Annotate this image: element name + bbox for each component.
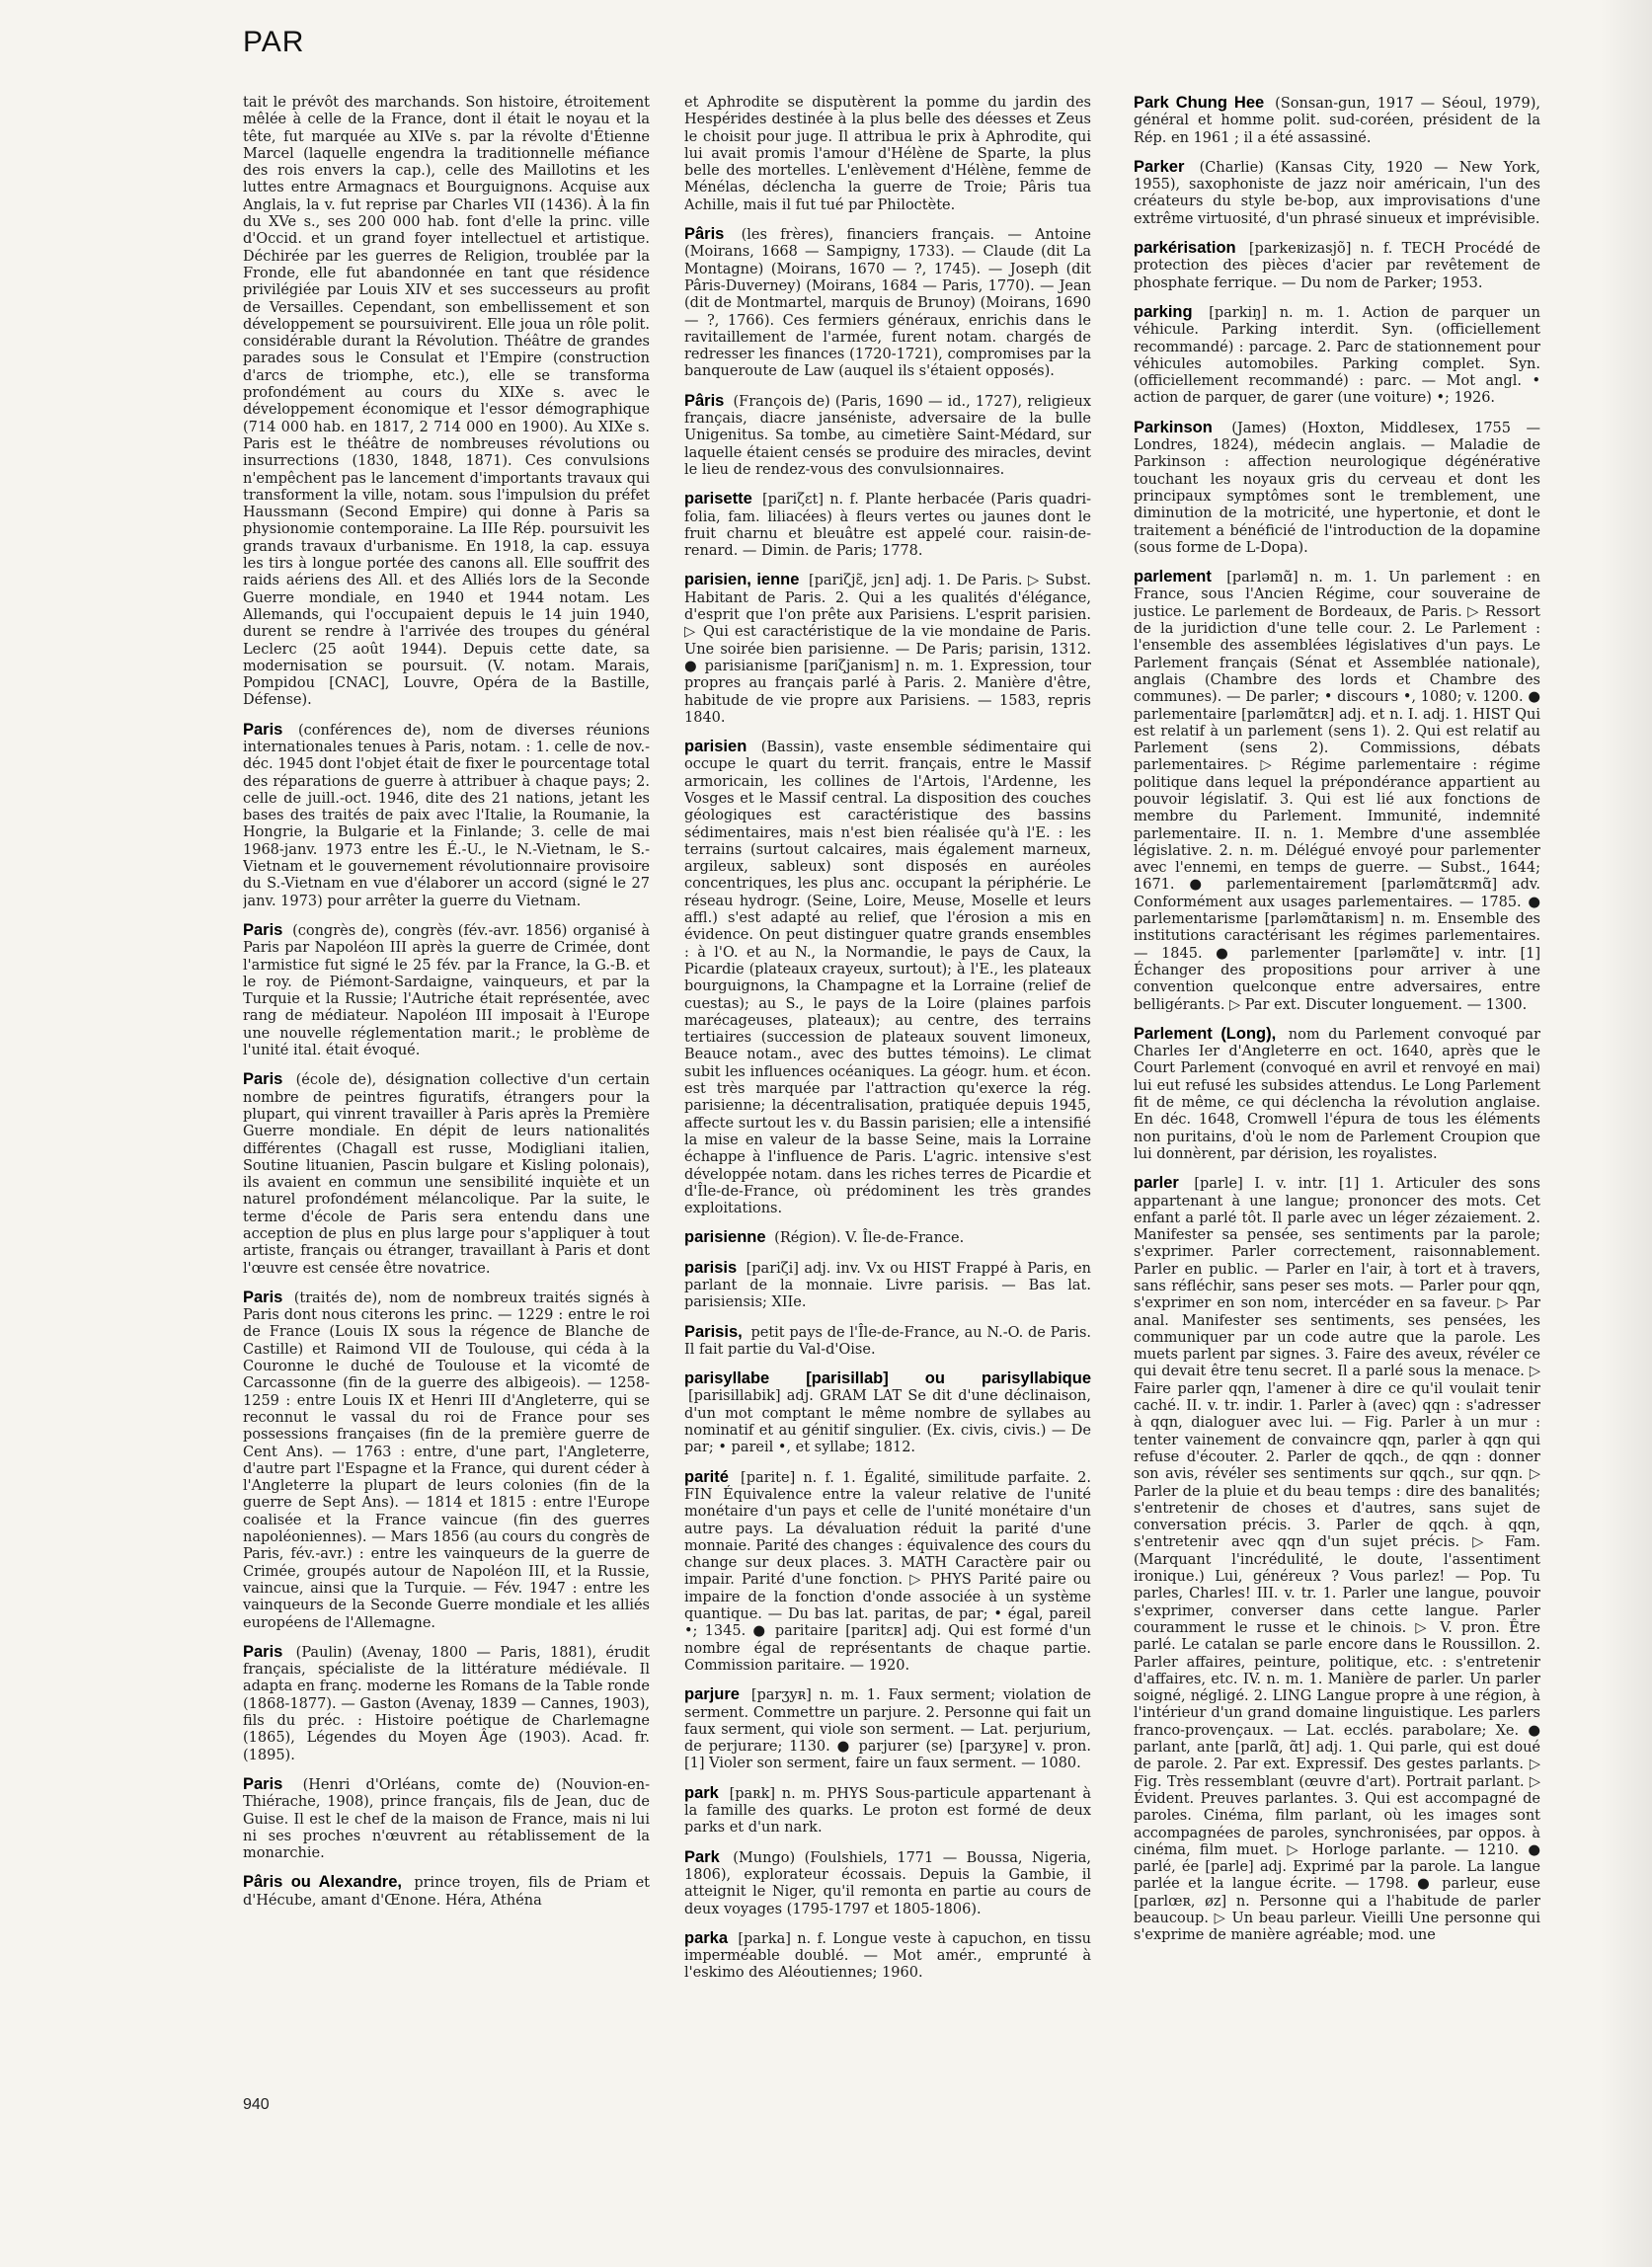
entry-body: (Paulin) (Avenay, 1800 — Paris, 1881), érudit français, spécialiste de la littérature médiévale. Il adapta en franç. moderne les Romans de la Table ronde (1868-1877). — Gaston (Avenay, 1839 — Cannes, 1903), fils du préc. : Histoire poétique de Charlemagne (1865), Légendes du Moyen Âge (1903). Acad. fr. (1895). — [243, 1644, 650, 1763]
dictionary-entry — [1134, 1175, 1540, 1944]
entry-body: (James) (Hoxton, Middlesex, 1755 — Londres, 1824), médecin anglais. — Maladie de Parkinson : affection neurologique dégénérative touchant les noyaux gris du cerveau et dont les principaux symptômes sont le tremblement, une diminution de la motricité, une hypertonie, et dont le traitement a bénéficié de l'introduction de la dopamine (sous forme de L-Dopa). — [1134, 420, 1540, 556]
entry-body: [parisillabik] adj. GRAM LAT Se dit d'une déclinaison, d'un mot comptant le même nombre de syllabes au nominatif et au génitif singulier. (Ex. civis, civis.) — De par; • pareil •, et syllabe; 1812. — [684, 1388, 1091, 1456]
entry-body: tait le prévôt des marchands. Son histoire, étroitement mêlée à celle de la France, dont il était le noyau et la tête, fut marquée au XIVe s. par la révolte d'Étienne Marcel (laquelle engendra la traditionnelle méfiance des rois envers la cap.), celle des Maillotins et les luttes entre Armagnacs et Bourguignons. Acquise aux Anglais, la v. fut reprise par Charles VII (1436). À la fin du XVe s., ses 200 000 hab. font d'elle la princ. ville d'Occid. et un grand foyer intellectuel et artistique. Déchirée par les guerres de Religion, troublée par la Fronde, elle fut abandonnée en tant que résidence privilégiée par Louis XIV et ses successeurs au profit de Versailles. Cependant, son embellissement et son développement se poursuivirent. Elle joua un rôle polit. considérable durant la Révolution. Théâtre de grandes parades sous le Consulat et l'Empire (construction d'arcs de triomphe, etc.), elle se transforma profondément au cours du XIXe s. avec le développement économique et l'essor démographique (714 000 hab. en 1817, 2 714 000 en 1900). Au XIXe s. Paris est le théâtre de nombreuses révolutions ou insurrections (1830, 1848, 1871). Ces convulsions n'empêchent pas le lancement d'importants travaux qui transforment la ville, notam. sous l'impulsion du préfet Haussmann (Second Empire) qui donne à Paris sa physionomie contemporaine. La IIIe Rép. poursuivit les grands travaux d'urbanisme. En 1918, la cap. essuya les tirs à longue portée des canons all. Elle souffrit des raids aériens des All. et des Alliés lors de la Seconde Guerre mondiale, en 1940 et 1944 notam. Les Allemands, qui l'occupaient depuis le 14 juin 1940, durent se rendre à l'arrivée des troupes du général Leclerc (25 août 1944). Depuis cette date, sa modernisation se poursuit. (V. notam. Marais, Pompidou [CNAC], Louvre, Opéra de la Bastille, Défense). — [243, 95, 650, 709]
column-3 — [1134, 95, 1540, 2079]
page-edge-shadow — [1600, 0, 1652, 2267]
entry-headword: Paris — [243, 720, 283, 739]
dictionary-entry — [684, 491, 1091, 560]
entry-body: [parle] I. v. intr. [1] 1. Articuler des sons appartenant à une langue; prononcer des mots. Cet enfant a parlé tôt. Il parle avec un léger zézaiement. 2. Manifester sa pensée, ses sentiments par la parole; s'exprimer. Parler correctement, raisonnablement. Parler en public. — Parler en l'air, à tort et à travers, sans réfléchir, sans peser ses mots. — Parler pour qqn, s'exprimer en son nom, intercéder en sa faveur. ▷ Par anal. Manifester ses sentiments, ses pensées, les communiquer par un code autre que la parole. Les muets parlent par signes. 3. Faire des aveux, révéler ce qui devait être tenu secret. Il a parlé sous la menace. ▷ Faire parler qqn, l'amener à dire ce qu'il voulait tenir caché. II. v. tr. indir. 1. Parler à (avec) qqn : s'adresser à qqn, dialoguer avec lui. — Fig. Parler à un mur : tenter vainement de convaincre qqn, parler à qqn qui refuse d'écouter. 2. Parler de qqch., de qqn : donner son avis, révéler ses sentiments sur qqch., sur qqn. ▷ Parler de la pluie et du beau temps : dire des banalités; s'entretenir de choses et d'autres, sans sujet de conversation précis. 3. Parler de qqch. à qqn, s'entretenir avec qqn d'un sujet précis. ▷ Fam. (Marquant l'incrédulité, le doute, l'assentiment ironique.) Lui, généreux ? Vous parlez! — Pop. Tu parles, Charles! III. v. tr. 1. Parler une langue, pouvoir s'exprimer, converser dans cette langue. Parler couramment le russe et le chinois. ▷ V. pron. Être parlé. Le catalan se parle encore dans le Roussillon. 2. Parler affaires, peinture, politique, etc. : s'entretenir d'affaires, etc. IV. n. m. 1. Manière de parler. Un parler soigné, négligé. 2. LING Langue propre à une région, à l'intérieur d'un grand domaine linguistique. Les parlers franco-provençaux. — Lat. ecclés. parabolare; Xe. ● parlant, ante [parlɑ̃, ɑ̃t] adj. 1. Qui parle, qui est doué de parole. 2. Par ext. Expressif. Des gestes parlants. ▷ Fig. Très ressemblant (œuvre d'art). Portrait parlant. ▷ Évident. Preuves parlantes. 3. Qui est accompagné de paroles. Cinéma, film parlant, où les images sont accompagnées de paroles, synchronisées, par oppos. à cinéma, film muet. ▷ Horloge parlante. — 1210. ● parlé, ée [parle] adj. Exprimé par la parole. La langue parlée et la langue écrite. — 1798. ● parleur, euse [parlœʀ, øz] n. Personne qui a l'habitude de parler beaucoup. ▷ Un beau parleur. Vieilli Une personne qui s'exprime de manière agréable; mod. une — [1134, 1176, 1540, 1944]
dictionary-entry — [1134, 95, 1540, 147]
dictionary-entry — [243, 1290, 650, 1632]
entry-headword: parjure — [684, 1685, 740, 1704]
dictionary-entry — [684, 1686, 1091, 1772]
entry-headword: Park Chung Hee — [1134, 95, 1265, 112]
dictionary-entry — [684, 226, 1091, 381]
dictionary-entry — [243, 1776, 650, 1862]
dictionary-entry — [684, 572, 1091, 727]
dictionary-entry — [1134, 240, 1540, 292]
entry-headword: parkérisation — [1134, 239, 1236, 258]
dictionary-entry — [1134, 420, 1540, 557]
entry-body: (François de) (Paris, 1690 — id., 1727), religieux français, diacre janséniste, adversaire de la bulle Unigenitus. Sa tombe, au cimetière Saint-Médard, sur laquelle étaient censés se produire des miracles, devint le lieu de rendez-vous des convulsionnaires. — [684, 393, 1091, 478]
entry-body: (école de), désignation collective d'un certain nombre de peintres figuratifs, étrangers pour la plupart, qui vinrent travailler à Paris après la Première Guerre mondiale. En dépit de leurs nationalités différentes (Chagall est russe, Modigliani italien, Soutine lituanien, Pascin bulgare et Kisling polonais), ils avaient en commun une sensibilité inquiète et un naturel profondément mélancolique. Par la suite, le terme d'école de Paris sera entendu dans une acception de plus en plus large pour s'appliquer à tout artiste, français ou étranger, travaillant à Paris et dont l'œuvre est censée être novatrice. — [243, 1072, 650, 1277]
entry-body: [parkiŋ] n. m. 1. Action de parquer un véhicule. Parking interdit. Syn. (officiellement recommandé) : parcage. 2. Parc de stationnement pour véhicules automobiles. Parking complet. Syn. (officiellement recommandé) : parc. — Mot angl. • action de parquer, de garer (une voiture) •; 1926. — [1134, 304, 1540, 407]
entry-headword: Parisis, — [684, 1322, 743, 1341]
entry-body: (traités de), nom de nombreux traités signés à Paris dont nous citerons les princ. — 1229 : entre le roi de France (Louis IX sous la régence de Blanche de Castille) et Raimond VII de Toulouse, qui céda à la Couronne le duché de Toulouse et la vicomté de Carcassonne (fin de la guerre des albigeois). — 1258-1259 : entre Louis IX et Henri III d'Angleterre, qui se reconnut le vassal du roi de France pour ses possessions françaises (fin de la première guerre de Cent Ans). — 1763 : entre, d'une part, l'Angleterre, d'autre part l'Espagne et la France, qui durent céder à l'Angleterre la plupart de leurs colonies (fin de la guerre de Sept Ans). — 1814 et 1815 : entre l'Europe coalisée et la France vaincue (fin des guerres napoléoniennes). — Mars 1856 (au cours du congrès de Paris, fév.-avr.) : entre les vainqueurs de la guerre de Crimée, groupés autour de Napoléon III, et la Russie, vaincue, ainsi que la Turquie. — Fév. 1947 : entre les vainqueurs de la Seconde Guerre mondiale et les alliés européens de l'Allemagne. — [243, 1290, 650, 1631]
dictionary-entry — [1134, 569, 1540, 1014]
column-1 — [243, 95, 650, 2079]
entry-headword: Paris — [243, 1774, 283, 1793]
entry-body: [pariζjɛ̃, jɛn] adj. 1. De Paris. ▷ Subst. Habitant de Paris. 2. Qui a les qualités d'élégance, d'esprit que l'on prête aux Parisiens. L'esprit parisien. ▷ Qui est caractéristique de la vie mondaine de Paris. Une soirée bien parisienne. — De Paris; parisin, 1312. ● parisianisme [pariζjanism] n. m. 1. Expression, tour propres au français parlé à Paris. 2. Manière d'être, habitude de vie propre aux Parisiens. — 1583, repris 1840. — [684, 573, 1091, 726]
entry-body: nom du Parlement convoqué par Charles Ier d'Angleterre en oct. 1640, après que le Court Parlement (convoqué en avril et renvoyé en mai) lui eut refusé les subsides attendus. Le Long Parlement fit de même, ce qui déclencha la révolution anglaise. En déc. 1648, Cromwell l'épura de tous les éléments non puritains, d'où le nom de Parlement Croupion que lui donnèrent, par dérision, les royalistes. — [1134, 1026, 1540, 1162]
dictionary-entry — [243, 1071, 650, 1278]
dictionary-entry — [684, 1930, 1091, 1983]
entry-body: petit pays de l'Île-de-France, au N.-O. de Paris. Il fait partie du Val-d'Oise. — [684, 1324, 1091, 1358]
entry-headword: parité — [684, 1467, 729, 1486]
running-head: PAR — [243, 26, 305, 58]
entry-headword: Paris — [243, 920, 283, 939]
entry-headword: Pâris — [684, 391, 725, 410]
entry-headword: parisien — [684, 738, 747, 756]
entry-body: [pariζɛt] n. f. Plante herbacée (Paris quadri-folia, fam. liliacées) à fleurs vertes ou jaunes dont le fruit charnu et bleuâtre est appelé cour. raisin-de-renard. — Dimin. de Paris; 1778. — [684, 492, 1091, 560]
entry-body: (Sonsan-gun, 1917 — Séoul, 1979), général et homme polit. sud-coréen, président de la Rép. en 1961 ; il a été assassiné. — [1134, 96, 1540, 146]
entry-body: [parʒyʀ] n. m. 1. Faux serment; violation de serment. Commettre un parjure. 2. Personne qui fait un faux serment, qui viole son serment. — Lat. perjurium, de perjurare; 1130. ● parjurer (se) [parʒyʀe] v. pron. [1] Violer son serment, faire un faux serment. — 1080. — [684, 1687, 1091, 1772]
entry-headword: Parlement (Long), — [1134, 1024, 1277, 1043]
dictionary-entry — [684, 1370, 1091, 1456]
entry-body: (Henri d'Orléans, comte de) (Nouvion-en-Thiérache, 1908), prince français, fils de Jean, duc de Guise. Il est le chef de la maison de France, mais ni lui ni ses proches n'œuvrent au rétablissement de la monarchie. — [243, 1776, 650, 1862]
column-2 — [684, 95, 1091, 2079]
dictionary-entry — [684, 739, 1091, 1217]
entry-headword: parking — [1134, 302, 1193, 321]
entry-headword: parlement — [1134, 568, 1212, 586]
entry-headword: Pâris ou Alexandre, — [243, 1873, 402, 1892]
dictionary-entry — [1134, 1026, 1540, 1163]
entry-headword: Paris — [243, 1642, 283, 1661]
entry-body: [pariζi] adj. inv. Vx ou HIST Frappé à Paris, en parlant de la monnaie. Livre parisis. — Bas lat. parisiensis; XIIe. — [684, 1260, 1091, 1311]
entry-body: [paʀk] n. m. PHYS Sous-particule appartenant à la famille des quarks. Le proton est formé de deux parks et d'un nark. — [684, 1785, 1091, 1837]
dictionary-entry — [243, 722, 650, 910]
entry-headword: parler — [1134, 1174, 1179, 1193]
entry-body: [parkeʀizasjõ] n. f. TECH Procédé de protection des pièces d'acier par revêtement de phosphate ferrique. — Du nom de Parker; 1953. — [1134, 241, 1540, 291]
entry-headword: parisienne — [684, 1228, 766, 1247]
dictionary-entry — [243, 1874, 650, 1910]
entry-body: [parite] n. f. 1. Égalité, similitude parfaite. 2. FIN Équivalence entre la valeur relative de l'unité monétaire d'un pays et celle de l'unité monétaire d'un autre pays. La dévaluation réduit la parité d'une monnaie. Parité des changes : équivalence des cours du change sur deux places. 3. MATH Caractère pair ou impair. Parité d'une fonction. ▷ PHYS Parité paire ou impaire de la fonction d'onde associée à un système quantique. — Du bas lat. paritas, de par; • égal, pareil •; 1345. ● paritaire [paritɛʀ] adj. Qui est formé d'un nombre égal de représentants de chaque partie. Commission paritaire. — 1920. — [684, 1469, 1091, 1674]
entry-headword: Park — [684, 1847, 720, 1866]
entry-body: (conférences de), nom de diverses réunions internationales tenues à Paris, notam. : 1. celle de nov.-déc. 1945 dont l'objet était de fixer le pourcentage total des réparations de guerre à attribuer à chaque pays; 2. celle de juill.-oct. 1946, dite des 21 nations, jetant les bases des traités de paix avec l'Italie, la Roumanie, la Hongrie, la Bulgarie et la Finlande; 3. celle de mai 1968-janv. 1973 entre les É.-U., le N.-Vietnam, le S.-Vietnam et le gouvernement révolutionnaire provisoire du S.-Vietnam en vue d'élaborer un accord (signé le 27 janv. 1973) pour arrêter la guerre du Vietnam. — [243, 722, 650, 909]
entry-body: [parka] n. f. Longue veste à capuchon, en tissu imperméable doublé. — Mot amér., emprunté à l'eskimo des Aléoutiennes; 1960. — [684, 1930, 1091, 1982]
dictionary-entry — [684, 1260, 1091, 1312]
dictionary-entry — [243, 95, 650, 710]
entry-headword: parisis — [684, 1258, 738, 1277]
dictionary-entry — [684, 1229, 1091, 1247]
page-number: 940 — [243, 2096, 270, 2113]
entry-body: [parləmɑ̃] n. m. 1. Un parlement : en France, sous l'Ancien Régime, cour souveraine de justice. Le parlement de Bordeaux, de Paris. ▷ Ressort de la juridiction d'une telle cour. 2. Le Parlement : l'ensemble des assemblées législatives d'un pays. Le Parlement français (Sénat et Assemblée nationale), anglais (Chambre des lords et Chambre des communes). — De parler; • discours •, 1080; v. 1200. ● parlementaire [parləmɑ̃tɛʀ] adj. et n. I. adj. 1. HIST Qui est relatif à un parlement (sens 1). 2. Qui est relatif au Parlement (sens 2). Commissions, débats parlementaires. ▷ Régime parlementaire : régime politique dans lequel la prépondérance appartient au pouvoir législatif. 3. Qui est lié aux fonctions de membre du Parlement. Immunité, indemnité parlementaire. II. n. 1. Membre d'une assemblée législative. 2. n. m. Délégué envoyé pour parlementer avec l'ennemi, en temps de guerre. — Subst., 1644; 1671. ● parlementairement [parləmɑ̃tɛʀmɑ̃] adv. Conformément aux usages parlementaires. — 1785. ● parlementarisme [parləmɑ̃taʀism] n. m. Ensemble des institutions caractérisant les régimes parlementaires. — 1845. ● parlementer [parləmɑ̃te] v. intr. [1] Échanger des propositions pour arriver à une convention quelconque entre adversaires, entre belligérants. ▷ Par ext. Discuter longuement. — 1300. — [1134, 570, 1540, 1013]
entry-headword: parisyllabe [parisillab] ou parisyllabique — [684, 1369, 1091, 1388]
dictionary-entry — [684, 95, 1091, 214]
entry-headword: Parkinson — [1134, 418, 1213, 436]
entry-body: (Région). V. Île-de-France. — [774, 1230, 965, 1247]
entry-headword: Parker — [1134, 157, 1185, 176]
dictionary-entry — [684, 393, 1091, 479]
entry-headword: parka — [684, 1928, 729, 1947]
entry-body: (Charlie) (Kansas City, 1920 — New York, 1955), saxophoniste de jazz noir américain, l'un des créateurs du style be-bop, aux improvisations d'une extrême virtuosité, d'un phrasé sinueux et imprévisible. — [1134, 159, 1540, 227]
entry-headword: parisette — [684, 490, 752, 508]
dictionary-entry — [684, 1849, 1091, 1918]
dictionary-entry — [684, 1469, 1091, 1676]
entry-headword: parisien, ienne — [684, 571, 800, 589]
entry-headword: Pâris — [684, 225, 725, 244]
dictionary-entry — [1134, 304, 1540, 408]
entry-body: (congrès de), congrès (fév.-avr. 1856) organisé à Paris par Napoléon III après la guerre de Crimée, dont l'armistice fut signé le 25 fév. par la France, la G.-B. et le roy. de Piémont-Sardaigne, vainqueurs, et par la Turquie et la Russie; l'Autriche était représentée, avec rang de médiateur. Napoléon III imposait à l'Europe une nouvelle réglementation marit.; le problème de l'unité ital. était évoqué. — [243, 922, 650, 1059]
entry-headword: Paris — [243, 1288, 283, 1306]
entry-body: (Bassin), vaste ensemble sédimentaire qui occupe le quart du territ. français, entre le Massif armoricain, les collines de l'Artois, l'Ardenne, les Vosges et le Massif central. La disposition des couches géologiques est caractéristique des bassins sédimentaires, mais n'est bien réalisée qu'à l'E. : les terrains (surtout calcaires, mais également marneux, argileux, sableux) sont disposés en auréoles concentriques, les plus anc. occupant la périphérie. Le réseau hydrogr. (Seine, Loire, Meuse, Moselle et leurs affl.) s'est adapté au relief, que l'érosion a mis en évidence. On peut distinguer quatre grands ensembles : à l'O. et au N., la Normandie, le pays de Caux, la Picardie (plateaux crayeux, surtout); à l'E., les plateaux bourguignons, la Champagne et la Lorraine (relief de cuestas); au S., le pays de la Loire (plaines parfois marécageuses, plateaux); au centre, des terrains tertiaires (succession de plateaux souvent limoneux, Beauce notam., avec des buttes témoins). Le climat subit les influences océaniques. La géogr. hum. et écon. est très marquée par l'attraction qu'exerce la rég. parisienne; la décentralisation, pratiquée depuis 1945, affecte surtout les v. du Bassin parisien; elle a intensifié la mise en valeur de la basse Seine, mais la Lorraine échappe à l'influence de Paris. L'agric. intensive s'est développée notam. dans les riches terres de Picardie et d'Île-de-France, où prédominent les très grandes exploitations. — [684, 740, 1091, 1217]
entry-body: prince troyen, fils de Priam et d'Hécube, amant d'Œnone. Héra, Athéna — [243, 1875, 650, 1909]
entry-headword: park — [684, 1783, 719, 1802]
entry-body: et Aphrodite se disputèrent la pomme du jardin des Hespérides destinée à la plus belle des déesses et Zeus le choisit pour juge. Il attribua le prix à Aphrodite, qui lui avait promis l'amour d'Hélène de Sparte, la plus belle des mortelles. L'enlèvement d'Hélène, femme de Ménélas, déclencha la guerre de Troie; Pâris tua Achille, mais il fut tué par Philoctète. — [684, 95, 1091, 213]
dictionary-entry — [1134, 159, 1540, 228]
dictionary-entry — [684, 1785, 1091, 1837]
entry-body: (Mungo) (Foulshiels, 1771 — Boussa, Nigeria, 1806), explorateur écossais. Depuis la Gambie, il atteignit le Niger, qu'il remonta en partie au cours de deux voyages (1795-1797 et 1805-1806). — [684, 1849, 1091, 1917]
entry-body: (les frères), financiers français. — Antoine (Moirans, 1668 — Sampigny, 1733). — Claude (dit La Montagne) (Moirans, 1670 — ?, 1745). — Joseph (dit Pâris-Duverney) (Moirans, 1684 — Paris, 1770). — Jean (dit de Montmartel, marquis de Brunoy) (Moirans, 1690 — ?, 1766). Ces fermiers généraux, enrichis dans le ravitaillement de l'armée, furent notam. chargés de redresser les finances (1720-1721), compromises par la banqueroute de Law (auquel ils s'étaient opposés). — [684, 227, 1091, 380]
entry-headword: Paris — [243, 1070, 283, 1089]
dictionary-entry — [684, 1324, 1091, 1360]
dictionary-entry — [243, 1644, 650, 1764]
dictionary-entry — [243, 922, 650, 1059]
